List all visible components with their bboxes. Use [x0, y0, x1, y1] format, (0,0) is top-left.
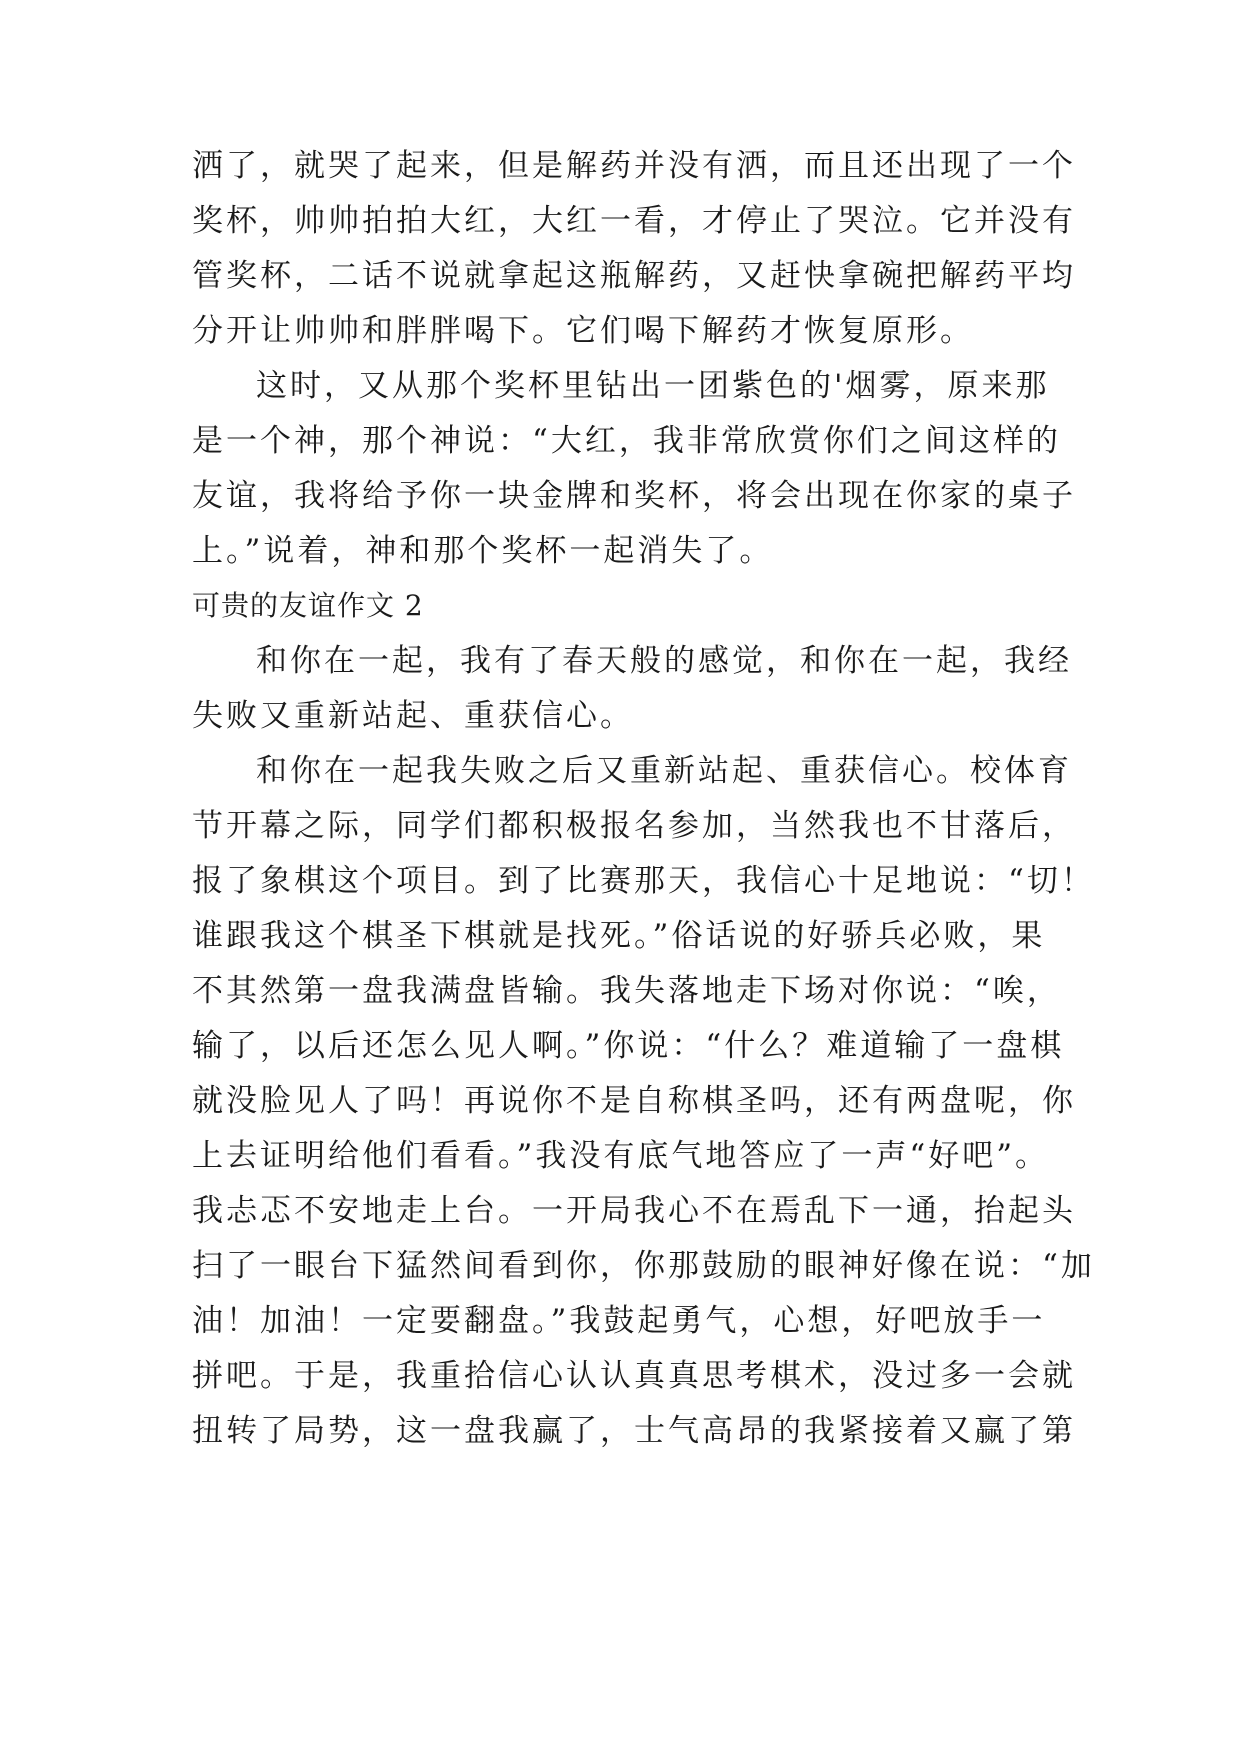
text-line: 扫了一眼台下猛然间看到你，你那鼓励的眼神好像在说：“加	[192, 1248, 1095, 1284]
text-line: 谁跟我这个棋圣下棋就是找死。”俗话说的好骄兵必败，果	[192, 918, 1046, 954]
text-line: 报了象棋这个项目。到了比赛那天，我信心十足地说：“切！	[192, 863, 1095, 899]
text-line: 拼吧。于是，我重拾信心认认真真思考棋术，没过多一会就	[192, 1358, 1076, 1394]
text-line: 失败又重新站起、重获信心。	[192, 698, 634, 734]
text-line: 分开让帅帅和胖胖喝下。它们喝下解药才恢复原形。	[192, 313, 974, 349]
text-line: 扭转了局势，这一盘我赢了，士气高昂的我紧接着又赢了第	[192, 1413, 1076, 1449]
text-line: 奖杯，帅帅拍拍大红，大红一看，才停止了哭泣。它并没有	[192, 203, 1076, 239]
text-line: 我忐忑不安地走上台。一开局我心不在焉乱下一通，抬起头	[192, 1193, 1076, 1229]
text-line: 友谊，我将给予你一块金牌和奖杯，将会出现在你家的桌子	[192, 478, 1076, 514]
paragraph-start-line: 这时，又从那个奖杯里钻出一团紫色的'烟雾，原来那	[256, 368, 1050, 404]
text-line: 管奖杯，二话不说就拿起这瓶解药，又赶快拿碗把解药平均	[192, 258, 1076, 294]
text-line: 节开幕之际，同学们都积极报名参加，当然我也不甘落后，	[192, 808, 1076, 844]
text-line: 上。”说着，神和那个奖杯一起消失了。	[192, 533, 774, 569]
text-line: 油！加油！一定要翻盘。”我鼓起勇气，心想，好吧放手一	[192, 1303, 1046, 1339]
paragraph-start-line: 和你在一起我失败之后又重新站起、重获信心。校体育	[256, 753, 1072, 789]
section-heading: 可贵的友谊作文 2	[192, 589, 424, 622]
text-line: 洒了，就哭了起来，但是解药并没有洒，而且还出现了一个	[192, 148, 1076, 184]
text-line: 不其然第一盘我满盘皆输。我失落地走下场对你说：“唉，	[192, 973, 1061, 1009]
text-line: 就没脸见人了吗！再说你不是自称棋圣吗，还有两盘呢，你	[192, 1083, 1076, 1119]
paragraph-start-line: 和你在一起，我有了春天般的感觉，和你在一起，我经	[256, 643, 1072, 679]
text-line: 输了，以后还怎么见人啊。”你说：“什么？难道输了一盘棋	[192, 1028, 1065, 1064]
text-line: 是一个神，那个神说：“大红，我非常欣赏你们之间这样的	[192, 423, 1061, 459]
text-line: 上去证明给他们看看。”我没有底气地答应了一声“好吧”。	[192, 1138, 1050, 1174]
